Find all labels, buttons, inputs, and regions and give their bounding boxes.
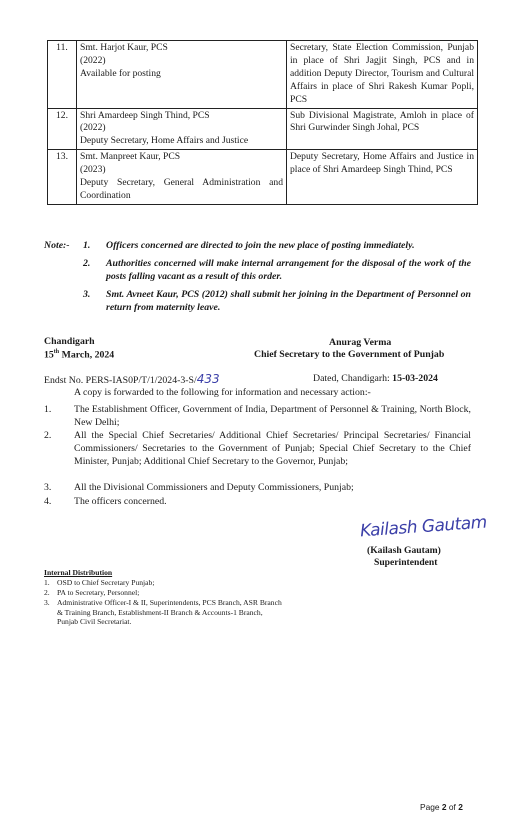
list-item: PA to Secretary, Personnel;	[57, 588, 140, 597]
endorsement-number: Endst No. PERS-IAS0P/T/1/2024-3-S/433	[44, 372, 220, 386]
list-number: 4.	[44, 496, 52, 507]
officer-batch: (2022)	[80, 122, 106, 134]
list-number: 3.	[44, 482, 52, 493]
superintendent-name: (Kailash Gautam)	[367, 545, 441, 556]
list-number: 1.	[44, 404, 52, 415]
note-text: Smt. Avneet Kaur, PCS (2012) shall submit her joining in the Department of Personnel on return from maternity leave.	[106, 289, 471, 313]
serial-number: 11.	[48, 41, 77, 109]
handwritten-signature: Kailash Gautam	[359, 512, 488, 542]
officer-name: Smt. Manpreet Kaur, PCS	[80, 151, 181, 163]
officer-current-post: Deputy Secretary, General Administration and Coordination	[80, 177, 283, 201]
list-item: All the Special Chief Secretaries/ Additional Chief Secretaries/ Principal Secretaries/ Financial Commissioners/ Secretaries to the Government of Punjab; Special Chief Secretary to the Chief Minister, Punjab; Additional Chief Secretary to the Governor, Punjab;	[74, 430, 471, 467]
officer-cell	[77, 41, 287, 109]
new-posting: Sub Divisional Magistrate, Amloh in place of Shri Gurwinder Singh Johal, PCS	[287, 108, 478, 150]
officer-current-post: Deputy Secretary, Home Affairs and Justice	[80, 135, 249, 147]
officer-cell	[77, 150, 287, 205]
note-text: Officers concerned are directed to join the new place of posting immediately.	[106, 240, 415, 251]
superintendent-title: Superintendent	[374, 557, 438, 568]
officer-cell	[77, 108, 287, 150]
list-number: 3.	[44, 598, 50, 607]
note-number: 1.	[83, 240, 91, 251]
copy-intro: A copy is forwarded to the following for information and necessary action:-	[74, 387, 371, 398]
postings-table	[47, 40, 478, 205]
list-item: The Establishment Officer, Government of India, Department of Personnel & Training, North Block, New Delhi;	[74, 404, 471, 428]
list-number: 2.	[44, 430, 52, 441]
officer-batch: (2022)	[80, 54, 106, 66]
table-row	[48, 41, 478, 109]
order-date: 15th March, 2024	[44, 349, 115, 361]
new-posting: Secretary, State Election Commission, Punjab in place of Shri Jagjit Singh, PCS and in addition Deputy Director, Tourism and Cultural Affairs in place of Shri Rakesh Kumar Popli, PCS	[287, 41, 478, 109]
signatory-name: Anurag Verma	[329, 337, 392, 348]
list-number: 1.	[44, 578, 50, 587]
list-item: OSD to Chief Secretary Punjab;	[57, 578, 155, 587]
list-item: The officers concerned.	[74, 496, 167, 507]
endorsement-date: Dated, Chandigarh: 15-03-2024	[313, 373, 438, 384]
serial-number: 13.	[48, 150, 77, 205]
officer-name: Shri Amardeep Singh Thind, PCS	[80, 109, 210, 121]
signatory-title: Chief Secretary to the Government of Punjab	[254, 349, 445, 360]
officer-batch: (2023)	[80, 164, 106, 176]
internal-distribution-heading: Internal Distribution	[44, 568, 113, 577]
place: Chandigarh	[44, 336, 95, 347]
list-number: 2.	[44, 588, 50, 597]
note-number: 2.	[83, 258, 91, 269]
handwritten-dispatch-number: 433	[196, 372, 220, 386]
list-item: Administrative Officer-I & II, Superintendents, PCS Branch, ASR Branch & Training Branch, Establishment-II Branch & Accounts-1 Branch, Punjab Civil Secretariat.	[57, 598, 282, 627]
table-row	[48, 108, 478, 150]
note-label: Note:-	[44, 240, 70, 251]
officer-name: Smt. Harjot Kaur, PCS	[80, 42, 168, 53]
table-row	[48, 150, 478, 205]
officer-current-post: Available for posting	[80, 67, 161, 79]
serial-number: 12.	[48, 108, 77, 150]
list-item: All the Divisional Commissioners and Deputy Commissioners, Punjab;	[74, 482, 354, 493]
page-number: Page 2 of 2	[420, 802, 463, 812]
note-number: 3.	[83, 289, 91, 300]
new-posting: Deputy Secretary, Home Affairs and Justice in place of Shri Amardeep Singh Thind, PCS	[287, 150, 478, 205]
note-text: Authorities concerned will make internal arrangement for the disposal of the work of the posts falling vacant as a result of this order.	[106, 258, 471, 282]
